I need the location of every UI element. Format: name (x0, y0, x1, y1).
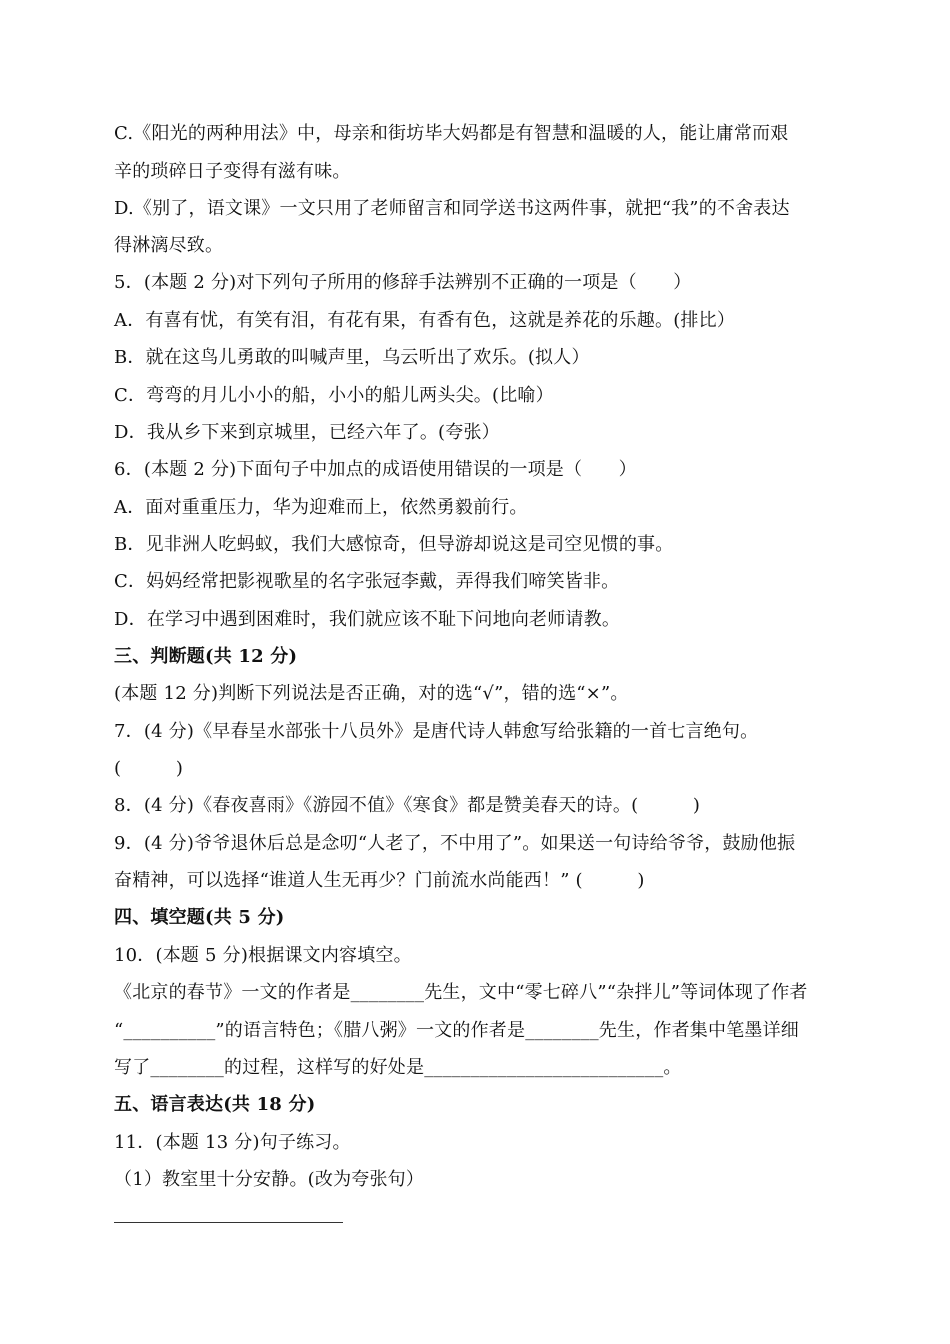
option-6d: D．在学习中遇到困难时，我们就应该不耻下问地向老师请教。 (114, 609, 621, 630)
option-5a: A．有喜有忧，有笑有泪，有花有果，有香有色，这就是养花的乐趣。(排比） (114, 310, 736, 331)
option-5b: B．就在这鸟儿勇敢的叫喊声里，乌云听出了欢乐。(拟人） (114, 347, 590, 368)
section-5-heading: 五、语言表达(共 18 分) (114, 1094, 316, 1115)
option-4c-line2: 辛的琐碎日子变得有滋有味。 (114, 161, 351, 182)
question-9-line2: 奋精神，可以选择“谁道人生无再少？门前流水尚能西！” ( ) (114, 870, 645, 891)
question-9-line1: 9．(4 分)爷爷退休后总是念叨“人老了，不中用了”。如果送一句诗给爷爷，鼓励他振 (114, 833, 796, 854)
option-4d-line2: 得淋漓尽致。 (114, 235, 224, 256)
option-5d: D．我从乡下来到京城里，已经六年了。(夸张） (114, 422, 500, 443)
question-8: 8．(4 分)《春夜喜雨》《游园不值》《寒食》都是赞美春天的诗。( ) (114, 795, 701, 816)
question-11: 11．(本题 13 分)句子练习。 (114, 1132, 351, 1153)
question-6: 6．(本题 2 分)下面句子中加点的成语使用错误的一项是（ ） (114, 459, 637, 480)
option-4c-line1: C.《阳光的两种用法》中，母亲和街坊毕大妈都是有智慧和温暖的人，能让庸常而艰 (114, 123, 789, 144)
section-3-heading: 三、判断题(共 12 分) (114, 646, 298, 667)
answer-line (114, 1222, 343, 1223)
option-6a: A．面对重重压力，华为迎难而上，依然勇毅前行。 (114, 497, 528, 518)
question-10-line2: “__________”的语言特色；《腊八粥》一文的作者是________先生，作者集中笔墨详细 (114, 1020, 800, 1041)
section-4-heading: 四、填空题(共 5 分) (114, 907, 285, 928)
question-10-line1: 《北京的春节》一文的作者是________先生，文中“零七碎八”“杂拌儿”等词体现了作者 (114, 982, 808, 1003)
question-10-line3: 写了________的过程，这样写的好处是__________________________。 (114, 1057, 682, 1078)
option-4d-line1: D.《别了，语文课》一文只用了老师留言和同学送书这两件事，就把“我”的不舍表达 (114, 198, 790, 219)
question-10: 10．(本题 5 分)根据课文内容填空。 (114, 945, 412, 966)
question-7-answer-blank: ( ) (114, 758, 184, 779)
question-11-part-1: （1）教室里十分安静。(改为夸张句） (114, 1169, 425, 1190)
section-3-instruction: (本题 12 分)判断下列说法是否正确，对的选“√”，错的选“×”。 (114, 683, 629, 704)
option-6c: C．妈妈经常把影视歌星的名字张冠李戴，弄得我们啼笑皆非。 (114, 571, 620, 592)
option-5c: C．弯弯的月儿小小的船，小小的船儿两头尖。(比喻） (114, 385, 554, 406)
option-6b: B．见非洲人吃蚂蚁，我们大感惊奇，但导游却说这是司空见惯的事。 (114, 534, 674, 555)
question-7: 7．(4 分)《早春呈水部张十八员外》是唐代诗人韩愈写给张籍的一首七言绝句。 (114, 721, 759, 742)
question-5: 5．(本题 2 分)对下列句子所用的修辞手法辨别不正确的一项是（ ） (114, 272, 692, 293)
